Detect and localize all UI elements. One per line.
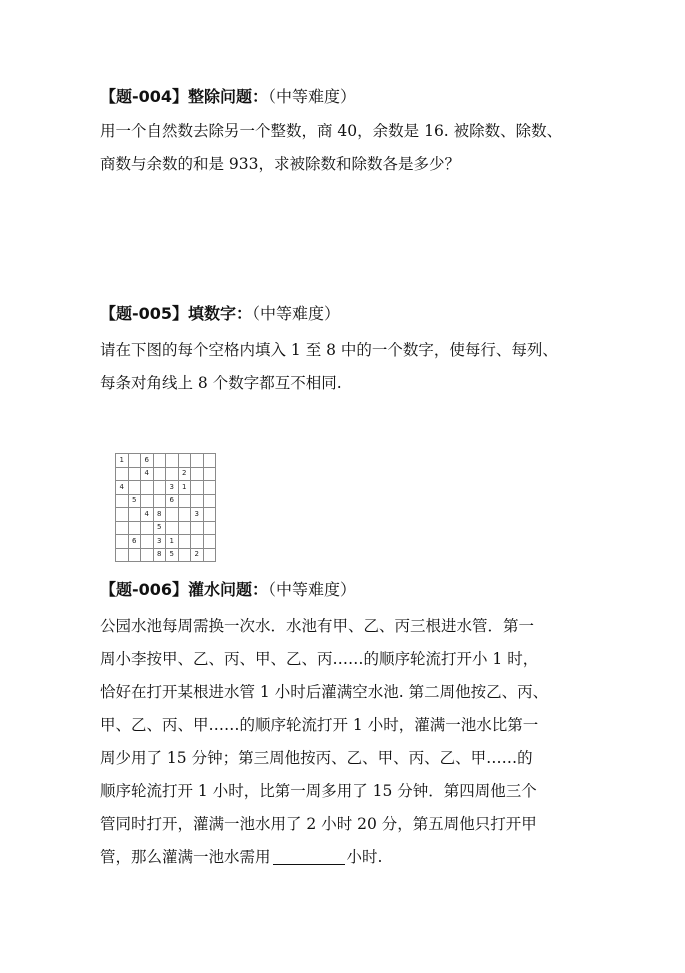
grid-cell: 4 (141, 467, 154, 481)
grid-cell (203, 535, 216, 549)
q006-last-line-after: 小时. (346, 848, 383, 866)
number-grid-table (115, 453, 216, 562)
grid-cell: 1 (166, 535, 179, 549)
grid-row (116, 521, 216, 535)
grid-row (116, 454, 216, 468)
q004-difficulty: （中等难度） (268, 87, 357, 106)
grid-cell (128, 481, 141, 495)
grid-cell (178, 521, 191, 535)
q006-last-line-before: 管，那么灌满一池水需用 (100, 848, 271, 866)
grid-cell: 6 (141, 454, 154, 468)
grid-cell (178, 508, 191, 522)
grid-cell (203, 454, 216, 468)
grid-cell (116, 508, 129, 522)
grid-cell: 1 (178, 481, 191, 495)
grid-cell (191, 467, 204, 481)
grid-cell (153, 494, 166, 508)
grid-cell (166, 508, 179, 522)
grid-cell (166, 467, 179, 481)
q006-line: 公园水池每周需换一次水．水池有甲、乙、丙三根进水管．第一 (100, 617, 535, 635)
grid-cell (203, 508, 216, 522)
grid-cell (128, 508, 141, 522)
grid-cell (191, 535, 204, 549)
grid-cell (203, 494, 216, 508)
grid-cell: 8 (153, 548, 166, 562)
q004-line: 商数与余数的和是 933，求被除数和除数各是多少？ (100, 155, 461, 173)
grid-cell (128, 467, 141, 481)
grid-cell (191, 481, 204, 495)
grid-cell (128, 454, 141, 468)
grid-row (116, 548, 216, 562)
grid-cell: 2 (191, 548, 204, 562)
q006-title: 【题-006】灌水问题： (100, 580, 269, 599)
grid-cell (128, 548, 141, 562)
grid-cell (116, 521, 129, 535)
q005-difficulty: （中等难度） (252, 304, 341, 323)
grid-cell (191, 521, 204, 535)
grid-cell (191, 454, 204, 468)
q006-body (100, 610, 600, 874)
grid-cell (203, 521, 216, 535)
grid-cell (116, 535, 129, 549)
grid-cell (191, 494, 204, 508)
grid-cell (141, 548, 154, 562)
q005-heading (100, 303, 600, 325)
grid-cell (153, 454, 166, 468)
grid-cell: 2 (178, 467, 191, 481)
grid-cell (203, 481, 216, 495)
q006-difficulty: （中等难度） (268, 580, 357, 599)
q004-title: 【题-004】整除问题： (100, 87, 269, 106)
q006-heading (100, 579, 600, 601)
grid-cell (116, 467, 129, 481)
q006-line: 周小李按甲、乙、丙、甲、乙、丙……的顺序轮流打开小 1 时， (100, 650, 539, 668)
grid-cell (203, 548, 216, 562)
q006-line: 甲、乙、丙、甲……的顺序轮流打开 1 小时，灌满一池水比第一 (100, 716, 539, 734)
q006-last-line (100, 841, 600, 874)
grid-cell (116, 494, 129, 508)
grid-cell: 5 (166, 548, 179, 562)
grid-cell (178, 454, 191, 468)
grid-cell (178, 535, 191, 549)
answer-blank[interactable] (273, 846, 345, 865)
grid-row (116, 481, 216, 495)
grid-cell (178, 494, 191, 508)
grid-cell: 3 (191, 508, 204, 522)
grid-cell (153, 467, 166, 481)
q004-line: 用一个自然数去除另一个整数，商 40，余数是 16. 被除数、除数、 (100, 122, 563, 140)
grid-cell: 3 (153, 535, 166, 549)
grid-cell (128, 521, 141, 535)
q006-line: 恰好在打开某根进水管 1 小时后灌满空水池. 第二周他按乙、丙、 (100, 683, 549, 701)
grid-cell: 6 (128, 535, 141, 549)
grid-cell: 3 (166, 481, 179, 495)
q005-line: 请在下图的每个空格内填入 1 至 8 中的一个数字，使每行、每列、 (100, 341, 558, 359)
q005-line: 每条对角线上 8 个数字都互不相同. (100, 374, 342, 392)
grid-row (116, 535, 216, 549)
grid-cell: 5 (128, 494, 141, 508)
grid-cell: 4 (141, 508, 154, 522)
grid-cell (166, 521, 179, 535)
grid-cell (166, 454, 179, 468)
grid-cell (141, 535, 154, 549)
grid-cell (178, 548, 191, 562)
q006-line: 顺序轮流打开 1 小时，比第一周多用了 15 分钟．第四周他三个 (100, 782, 537, 800)
grid-row (116, 467, 216, 481)
q005-body (100, 334, 600, 400)
grid-cell (141, 494, 154, 508)
grid-cell: 4 (116, 481, 129, 495)
grid-cell (141, 521, 154, 535)
grid-row (116, 508, 216, 522)
grid-cell (116, 548, 129, 562)
grid-cell (153, 481, 166, 495)
number-grid (115, 453, 216, 562)
grid-cell (141, 481, 154, 495)
q006-line: 管同时打开，灌满一池水用了 2 小时 20 分，第五周他只打开甲 (100, 815, 537, 833)
q004-body (100, 115, 600, 181)
q004-heading (100, 86, 600, 108)
q005-title: 【题-005】填数字： (100, 304, 253, 323)
grid-cell (203, 467, 216, 481)
grid-row (116, 494, 216, 508)
grid-cell: 8 (153, 508, 166, 522)
grid-cell: 5 (153, 521, 166, 535)
q006-line: 周少用了 15 分钟；第三周他按丙、乙、甲、丙、乙、甲……的 (100, 749, 533, 767)
grid-cell: 1 (116, 454, 129, 468)
grid-cell: 6 (166, 494, 179, 508)
